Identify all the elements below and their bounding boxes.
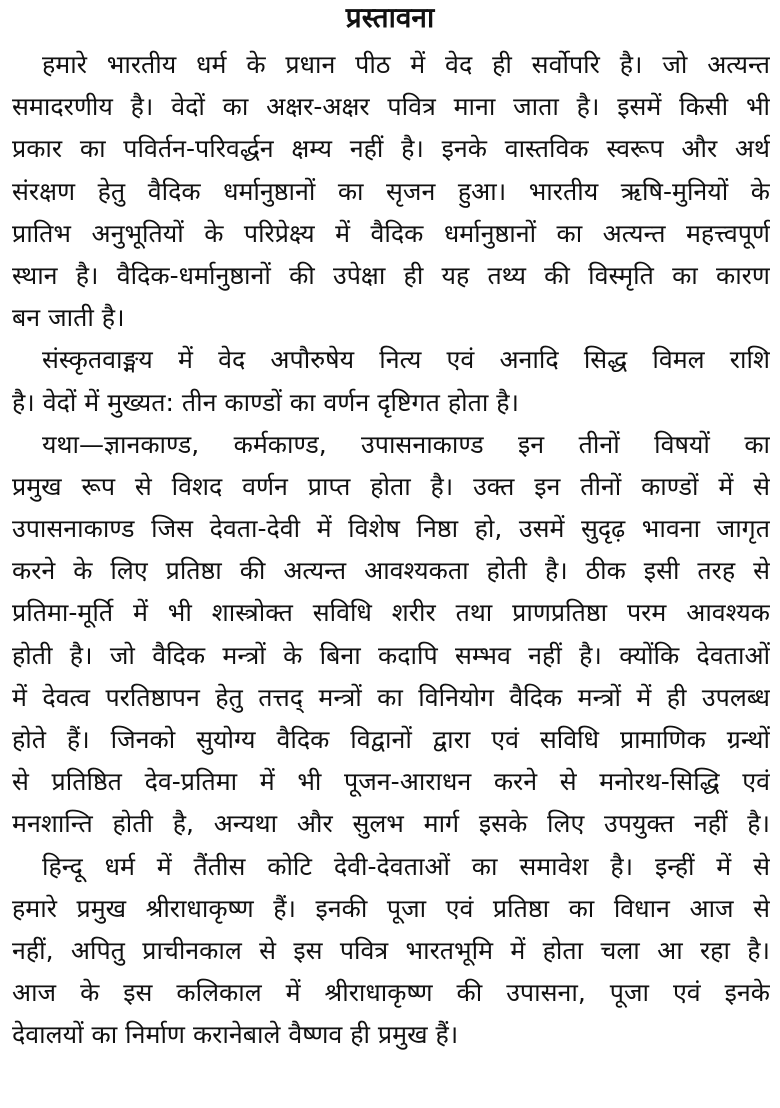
paragraph-3-line: करने के लिए प्रतिष्ठा की अत्यन्त आवश्यकता होती है। ठीक इसी तरह से [12,556,770,586]
paragraph-4-line: हिन्दू धर्म में तैंतीस कोटि देवी-देवताओं का समावेश है। इन्हीं में से [42,851,770,881]
paragraph-4-line: हमारे प्रमुख श्रीराधाकृष्ण हैं। इनकी पूजा एवं प्रतिष्ठा का विधान आज से [12,893,770,923]
paragraph-1-line: प्रकार का पविर्तन-परिवर्द्धन क्षम्य नहीं है। इनके वास्तविक स्वरूप और अर्थ [12,134,770,164]
paragraph-3-line: मनशान्ति होती है, अन्यथा और सुलभ मार्ग इसके लिए उपयुक्त नहीं है। [12,809,770,839]
paragraph-4-line: आज के इस कलिकाल में श्रीराधाकृष्ण की उपासना, पूजा एवं इनके [12,978,770,1008]
paragraph-4-line: नहीं, अपितु प्राचीनकाल से इस पवित्र भारतभूमि में होता चला आ रहा है। [12,935,770,965]
paragraph-3-line: में देवत्व परतिष्ठापन हेतु तत्तद् मन्त्रों का विनियोग वैदिक मन्त्रों में ही उपलब्ध [12,682,770,712]
paragraph-3-line: प्रमुख रूप से विशद वर्णन प्राप्त होता है। उक्त इन तीनों काण्डों में से [12,471,770,501]
page-title: प्रस्तावना [345,1,435,34]
paragraph-3-line: होते हैं। जिनको सुयोग्य वैदिक विद्वानों द्वारा एवं सविधि प्रामाणिक ग्रन्थों [12,725,770,754]
paragraph-4-line: देवालयों का निर्माण करानेबाले वैष्णव ही प्रमुख हैं। [12,1020,459,1050]
paragraph-2-line: है। वेदों में मुख्यत: तीन काण्डों का वर्णन दृष्टिगत होता है। [12,387,519,417]
paragraph-3-line: होती है। जो वैदिक मन्त्रों के बिना कदापि सम्भव नहीं है। क्योंकि देवताओं [12,640,770,670]
paragraph-1-line: स्थान है। वैदिक-धर्मानुष्ठानों की उपेक्षा ही यह तथ्य की विस्मृति का कारण [12,260,770,290]
document-body [12,44,770,1057]
paragraph-1-line: समादरणीय है। वेदों का अक्षर-अक्षर पवित्र माना जाता है। इसमें किसी भी [12,92,770,122]
paragraph-2-line: संस्कृतवाङ्मय में वेद अपौरुषेय नित्य एवं अनादि सिद्ध विमल राशि [42,345,770,375]
paragraph-3-line: यथा—ज्ञानकाण्ड, कर्मकाण्ड, उपासनाकाण्ड इन तीनों विषयों का [42,429,770,459]
paragraph-3-line: उपासनाकाण्ड जिस देवता-देवी में विशेष निष्ठा हो, उसमें सुदृढ़ भावना जागृत [12,514,770,544]
paragraph-1-line: बन जाती है। [12,303,125,333]
paragraph-1-line: संरक्षण हेतु वैदिक धर्मानुष्ठानों का सृजन हुआ। भारतीय ऋषि-मुनियों के [12,176,770,206]
paragraph-3-line: से प्रतिष्ठित देव-प्रतिमा में भी पूजन-आराधन करने से मनोरथ-सिद्धि एवं [12,767,770,797]
paragraph-1-line: प्रातिभ अनुभूतियों के परिप्रेक्ष्य में वैदिक धर्मानुष्ठानों का अत्यन्त महत्त्वपूर्ण [12,218,770,248]
paragraph-1-line: हमारे भारतीय धर्म के प्रधान पीठ में वेद ही सर्वोपरि है। जो अत्यन्त [42,50,770,79]
paragraph-3-line: प्रतिमा-मूर्ति में भी शास्त्रोक्त सविधि शरीर तथा प्राणप्रतिष्ठा परम आवश्यक [12,598,770,628]
